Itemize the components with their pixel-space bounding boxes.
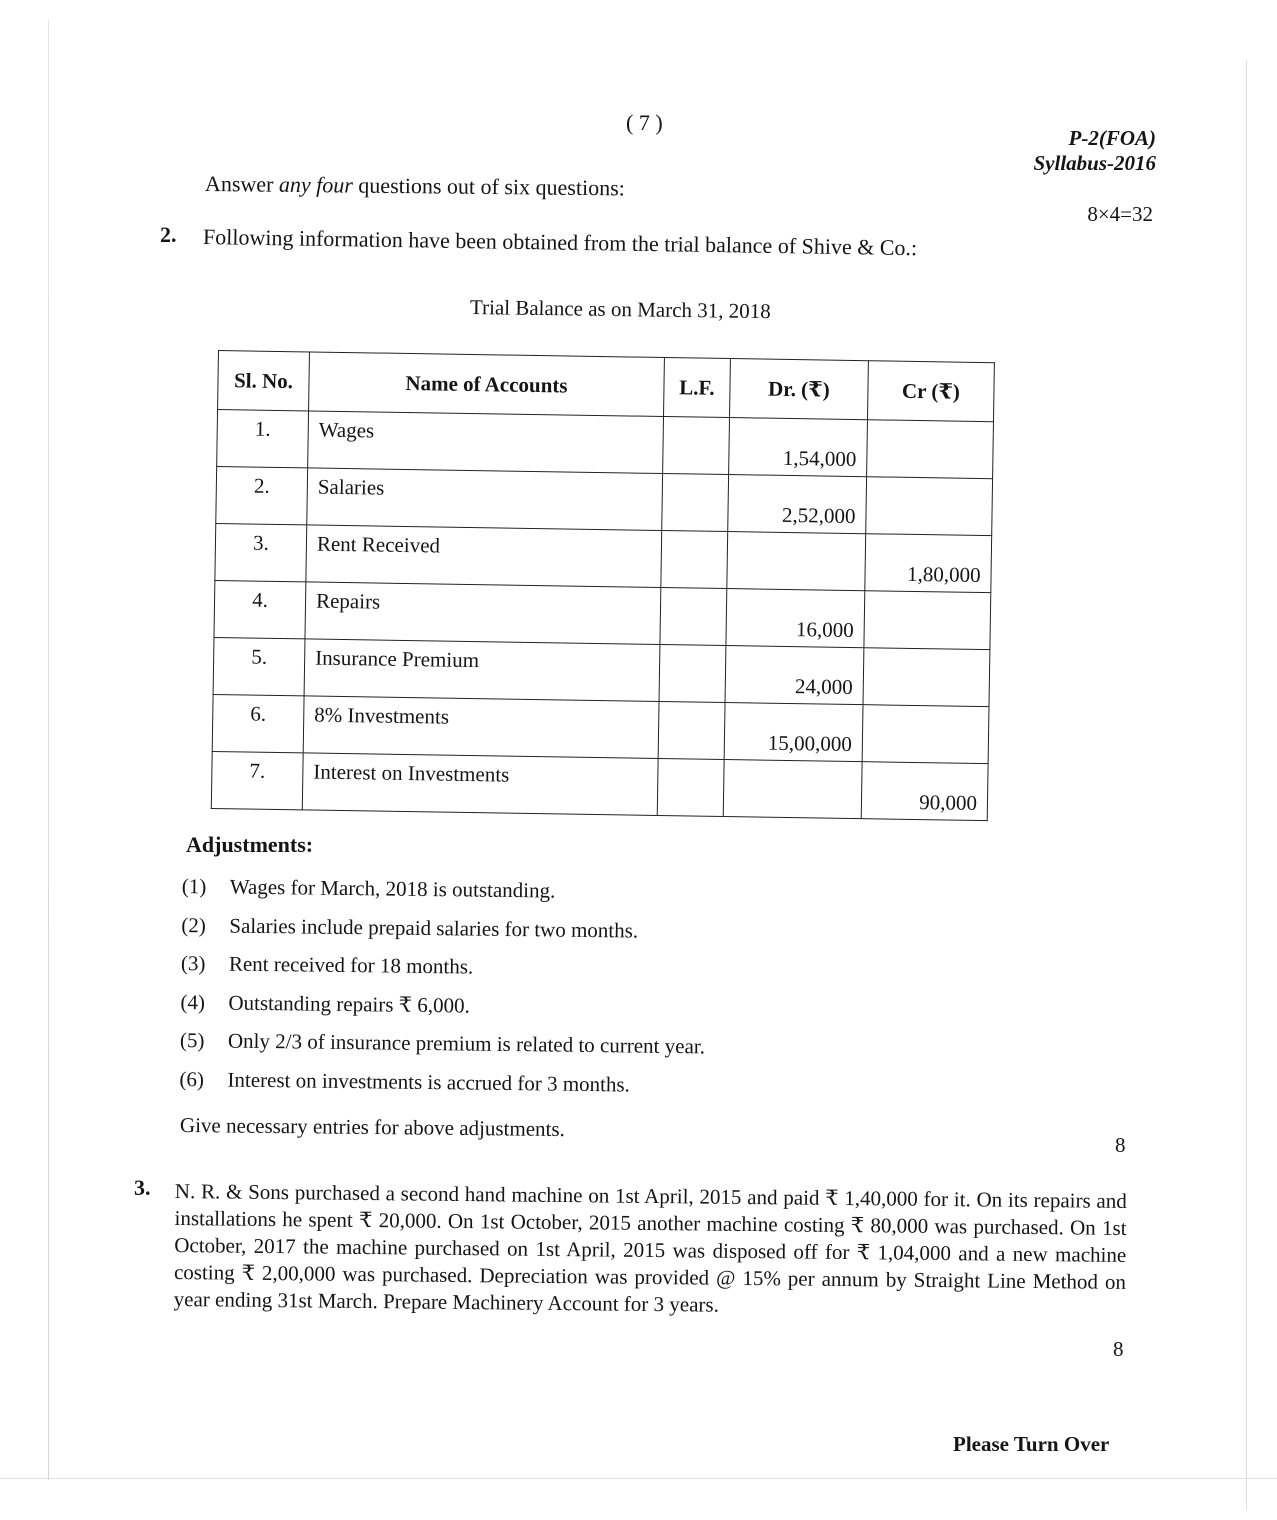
question-3-text: N. R. & Sons purchased a second hand machine on 1st April, 2015 and paid ₹ 1,40,000 for it. On its repairs and installations he spent ₹ 20,000. On 1st October, 2015 another machine costing ₹ 80,000 was purchased. On 1st October, 2017 the machine purchased on 1st April, 2015 was disposed off for ₹ 1,04,000 and a new machine costing ₹ 2,00,000 was purchased. Depreciation was provided @ 15% per annum by Straight Line Method on year ending 31st March. Prepare Machinery Account for 3 years. [173, 1179, 1127, 1317]
header-lf: L.F. [664, 358, 731, 418]
adjustment-text: Interest on investments is accrued for 3 months. [227, 1067, 631, 1096]
row-credit [863, 648, 990, 707]
row-credit: 1,80,000 [865, 534, 992, 593]
adjustment-number: (5) [179, 1027, 205, 1053]
row-sl: 3. [215, 523, 307, 581]
row-debit: 16,000 [726, 589, 865, 648]
row-account-name: Wages [308, 411, 664, 474]
row-debit [727, 532, 866, 591]
header-name-of-accounts: Name of Accounts [309, 352, 665, 417]
list-item [181, 951, 706, 996]
syllabus-label: Syllabus-2016 [1033, 151, 1156, 175]
adjustments-list [179, 874, 707, 1111]
scan-edge-left [48, 20, 49, 1480]
row-account-name: Salaries [307, 468, 663, 531]
please-turn-over: Please Turn Over [953, 1432, 1110, 1456]
instruction-emphasis: any four [278, 171, 354, 198]
adjustment-text: Outstanding repairs ₹ 6,000. [228, 990, 470, 1018]
scan-edge-right [1246, 60, 1247, 1510]
list-item [182, 874, 707, 919]
trial-balance-table [211, 350, 995, 821]
row-lf [659, 644, 726, 702]
row-lf [661, 530, 728, 588]
marks-scheme: 8×4=32 [1087, 202, 1153, 226]
row-credit [866, 477, 993, 536]
instruction-prefix: Answer [204, 171, 280, 197]
row-sl: 7. [211, 751, 303, 809]
row-sl: 6. [212, 694, 304, 752]
row-debit: 2,52,000 [728, 475, 867, 534]
row-sl: 4. [214, 580, 306, 638]
list-item [179, 1066, 704, 1111]
question-3-marks: 8 [1113, 1337, 1124, 1361]
instruction-suffix: questions out of six questions: [352, 172, 625, 201]
question-2-marks: 8 [1115, 1133, 1126, 1157]
list-item [180, 989, 705, 1034]
row-account-name: Repairs [305, 582, 661, 645]
row-credit [862, 705, 989, 764]
row-credit: 90,000 [861, 762, 988, 821]
row-account-name: Interest on Investments [302, 753, 658, 816]
row-debit [723, 760, 862, 819]
row-lf [662, 473, 729, 531]
adjustment-number: (1) [181, 874, 207, 899]
question-2-closing: Give necessary entries for above adjustments. [179, 1113, 565, 1142]
row-debit: 24,000 [725, 646, 864, 705]
row-lf [657, 758, 724, 816]
header-cr: Cr (₹) [867, 361, 994, 422]
row-lf [660, 587, 727, 645]
adjustment-number: (4) [180, 989, 206, 1014]
question-3-number: 3. [134, 1175, 151, 1200]
question-2-number: 2. [160, 222, 177, 247]
page-number: ( 7 ) [626, 110, 663, 135]
list-item [180, 1028, 705, 1073]
adjustments-heading: Adjustments: [186, 832, 314, 857]
paper-code: P-2(FOA) [1068, 126, 1156, 150]
trial-balance-table-wrapper [211, 350, 995, 821]
row-account-name: Insurance Premium [304, 639, 660, 702]
trial-balance-title: Trial Balance as on March 31, 2018 [469, 295, 771, 324]
row-lf [663, 417, 730, 475]
row-credit [864, 591, 991, 650]
adjustment-number: (6) [179, 1066, 205, 1091]
list-item [181, 912, 706, 957]
adjustment-text: Rent received for 18 months. [228, 951, 474, 979]
row-account-name: Rent Received [306, 525, 662, 588]
adjustment-text: Only 2/3 of insurance premium is related to current year. [227, 1028, 706, 1059]
scan-edge-bottom [0, 1478, 1277, 1479]
row-debit: 1,54,000 [729, 418, 868, 477]
row-account-name: 8% Investments [303, 696, 659, 759]
adjustment-number: (3) [180, 950, 206, 976]
adjustment-text: Wages for March, 2018 is outstanding. [229, 874, 556, 903]
row-sl: 2. [216, 466, 308, 524]
instruction [205, 171, 625, 201]
question-2-text: Following information have been obtained from the trial balance of Shive & Co.: [202, 224, 918, 261]
table-row [211, 751, 988, 820]
row-lf [658, 701, 725, 759]
row-credit [867, 420, 994, 479]
header-dr: Dr. (₹) [730, 359, 869, 420]
row-sl: 1. [217, 410, 309, 468]
adjustment-number: (2) [181, 912, 207, 937]
adjustment-text: Salaries include prepaid salaries for two months. [229, 913, 639, 943]
row-debit: 15,00,000 [724, 703, 863, 762]
header-sl-no: Sl. No. [218, 351, 310, 411]
row-sl: 5. [213, 637, 305, 695]
